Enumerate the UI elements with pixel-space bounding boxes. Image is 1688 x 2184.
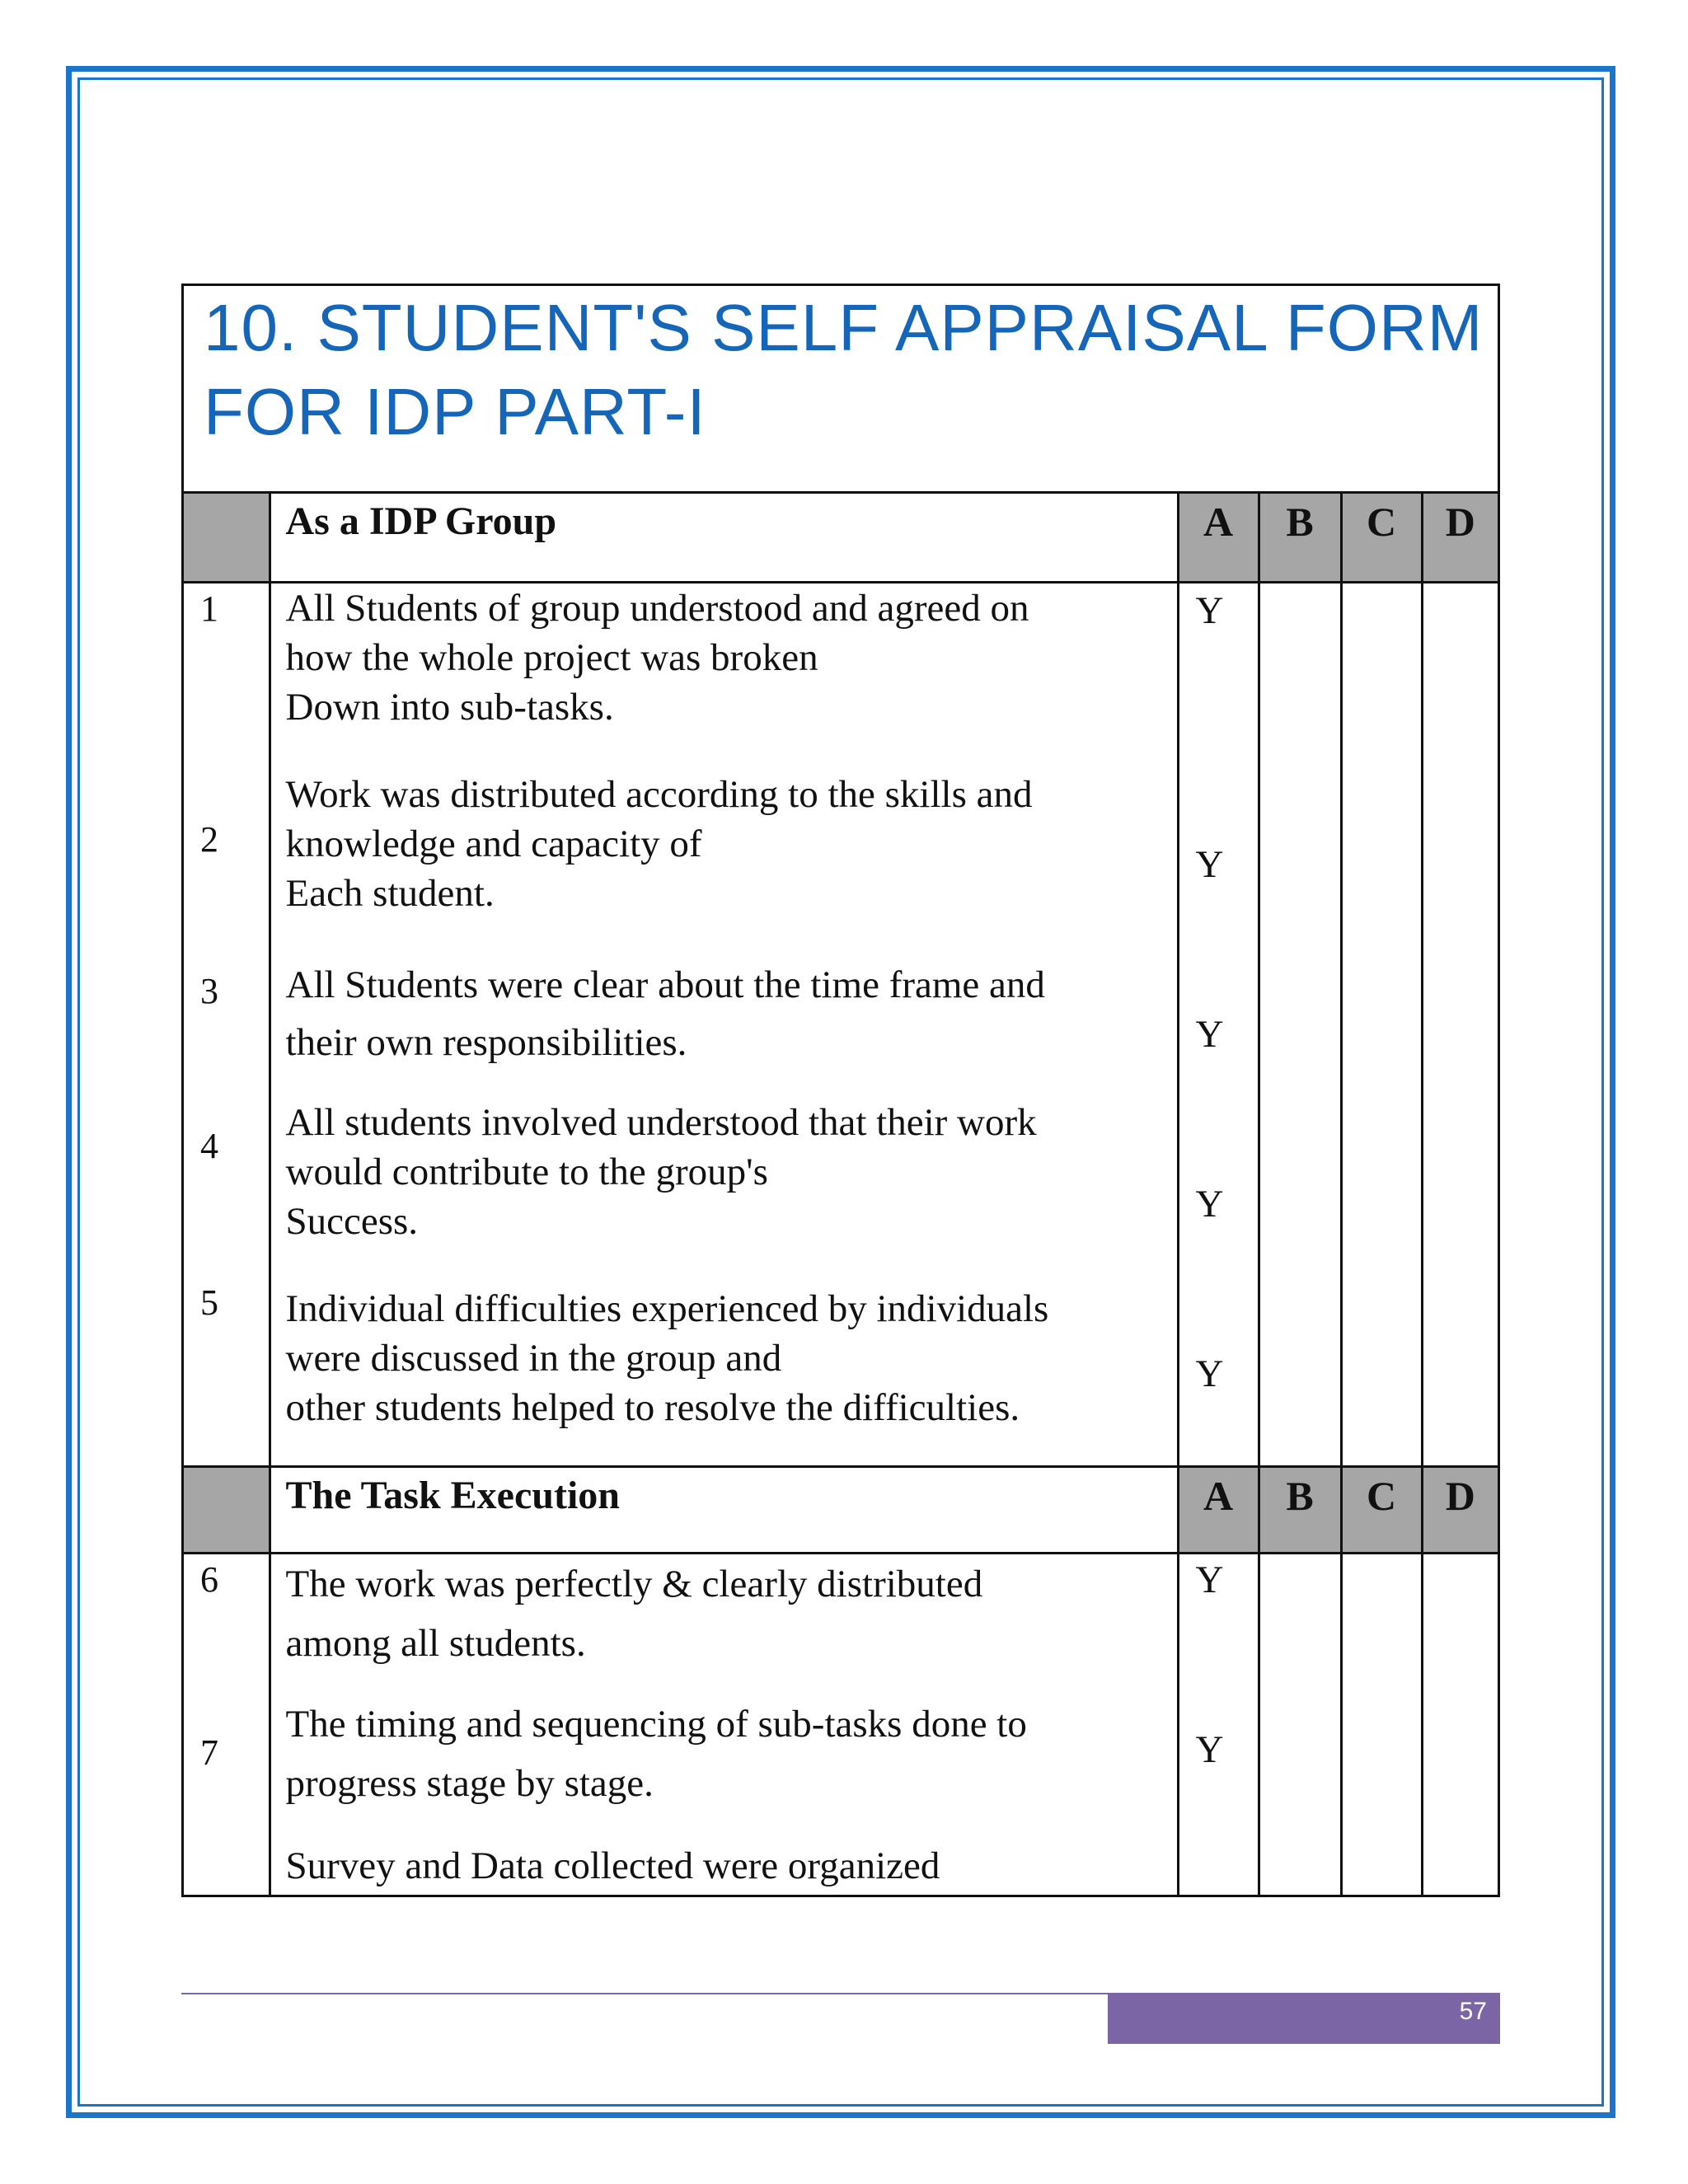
item-number: 2 — [200, 818, 218, 860]
column-d-marks — [1422, 582, 1498, 1466]
item-numbers — [184, 582, 270, 1466]
footer-page-bar — [1108, 1993, 1500, 2044]
item-statement: Survey and Data collected were organized — [285, 1844, 940, 1887]
item-number: 4 — [200, 1125, 218, 1166]
form-title-line-2: FOR IDP PART-I — [204, 375, 706, 448]
rating-mark: Y — [1195, 588, 1224, 632]
item-number: 1 — [200, 588, 218, 629]
item-numbers — [184, 1553, 270, 1895]
section-heading: As a IDP Group — [270, 494, 1178, 582]
rating-mark: Y — [1195, 1727, 1224, 1771]
column-d-marks — [1422, 1553, 1498, 1895]
item-statement: The timing and sequencing of sub-tasks done to progress stage by stage. — [285, 1702, 1027, 1805]
item-number: 5 — [200, 1282, 218, 1323]
appraisal-form — [181, 284, 1500, 1897]
item-statement: The work was perfectly & clearly distributed among all students. — [285, 1562, 983, 1665]
rating-mark: Y — [1195, 1558, 1224, 1601]
section-header-row — [184, 494, 1498, 582]
item-number: 6 — [200, 1558, 218, 1600]
section-heading: The Task Execution — [270, 1466, 1178, 1553]
item-statement: All students involved understood that their work would contribute to the group's Success. — [285, 1100, 1037, 1243]
column-b-marks — [1259, 582, 1341, 1466]
form-title — [204, 286, 1498, 454]
item-statement: All Students were clear about the time frame and their own responsibilities. — [285, 963, 1045, 1064]
item-statement: Work was distributed according to the skills and knowledge and capacity of Each student. — [285, 772, 1033, 915]
column-d-header: D — [1422, 494, 1498, 582]
rating-mark: Y — [1195, 1012, 1224, 1056]
section-header-row — [184, 1466, 1498, 1553]
column-c-header: C — [1341, 494, 1422, 582]
form-title-cell — [184, 286, 1498, 494]
column-a-marks — [1178, 582, 1259, 1466]
column-c-marks — [1341, 1553, 1422, 1895]
column-b-marks — [1259, 1553, 1341, 1895]
column-b-header: B — [1259, 1466, 1341, 1553]
header-number-cell — [184, 494, 270, 582]
rating-mark: Y — [1195, 1182, 1224, 1226]
item-statements — [270, 1553, 1178, 1895]
rating-mark: Y — [1195, 842, 1224, 886]
header-number-cell — [184, 1466, 270, 1553]
item-statement: Individual difficulties experienced by individuals were discussed in the group and other students helped to resolve the difficulties. — [285, 1286, 1049, 1429]
column-c-marks — [1341, 582, 1422, 1466]
section-body-row — [184, 582, 1498, 1466]
item-statement: All Students of group understood and agreed on how the whole project was broken Down into sub-tasks. — [285, 586, 1029, 729]
column-d-header: D — [1422, 1466, 1498, 1553]
item-number: 3 — [200, 970, 218, 1011]
column-b-header: B — [1259, 494, 1341, 582]
appraisal-table — [184, 494, 1498, 1895]
column-a-marks — [1178, 1553, 1259, 1895]
section-body-row — [184, 1553, 1498, 1895]
column-c-header: C — [1341, 1466, 1422, 1553]
item-statements — [270, 582, 1178, 1466]
rating-mark: Y — [1195, 1352, 1224, 1395]
column-a-header: A — [1178, 1466, 1259, 1553]
item-number: 7 — [200, 1732, 218, 1773]
page-number: 57 — [1459, 1998, 1487, 2025]
column-a-header: A — [1178, 494, 1259, 582]
form-title-line-1: 10. STUDENT'S SELF APPRAISAL FORM — [204, 291, 1484, 364]
